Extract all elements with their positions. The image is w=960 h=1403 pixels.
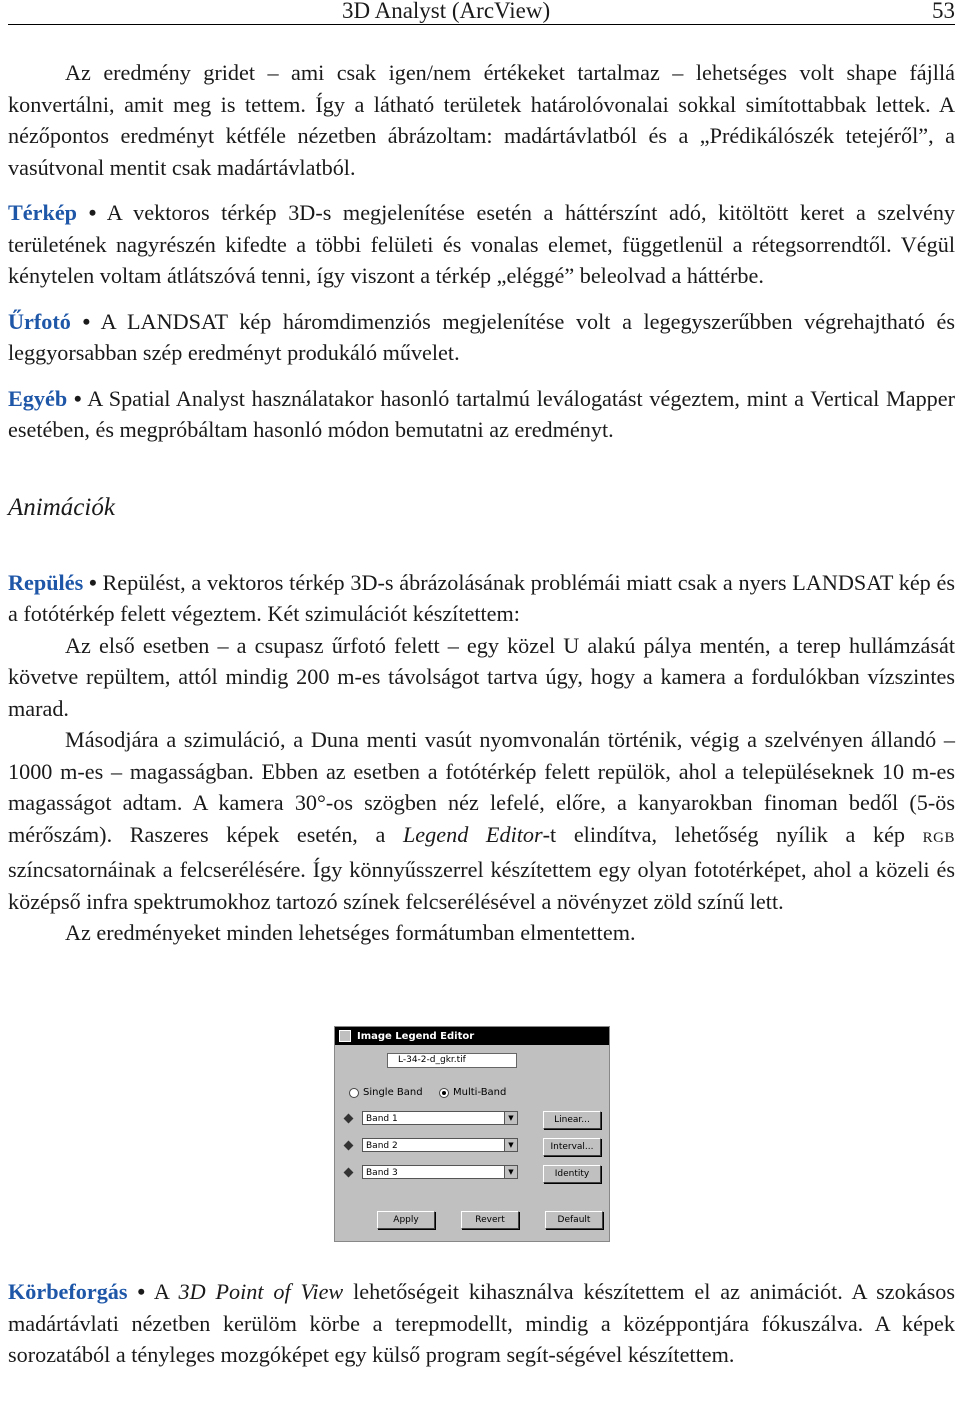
text-run: Másodjára a szimuláció, a Duna menti vasút nyomvonalán történik, végig a szelvényen állandó – 1000 m-es – magasságban. Ebben az esetben a fotótérkép felett repülök, ahol a településeknek 10 m-es magasságot adtam. A kamera 30°-os szögben néz lefelé, előre, a kanyarokban finoman bedől (5-ös mérőszám). Raszeres képek esetén, a — [8, 727, 955, 847]
rgb-term: RGB — [922, 829, 955, 846]
linear-button[interactable]: Linear... — [543, 1111, 601, 1129]
header-title: 3D Analyst (ArcView) — [342, 0, 551, 23]
bullet-icon: • — [73, 385, 82, 411]
band-3-select[interactable] — [362, 1165, 518, 1179]
band-diamond-icon — [344, 1113, 354, 1123]
radio-single-band-label: Single Band — [363, 1087, 423, 1098]
radio-multi-band[interactable] — [439, 1087, 506, 1098]
chevron-down-icon[interactable]: ▼ — [504, 1112, 517, 1124]
point-of-view-term: 3D Point of View — [178, 1279, 344, 1304]
radio-multi-band-dot[interactable] — [439, 1088, 449, 1098]
image-legend-editor-dialog — [334, 1026, 610, 1242]
apply-button[interactable]: Apply — [377, 1211, 435, 1229]
filename-field: L-34-2-d_gkr.tif — [387, 1053, 517, 1068]
window-menu-icon[interactable] — [339, 1030, 351, 1042]
paragraph-terkep — [8, 197, 955, 292]
page-number: 53 — [932, 0, 955, 23]
bullet-icon: • — [82, 308, 91, 334]
text-run: A — [153, 1279, 169, 1304]
radio-multi-band-label: Multi-Band — [453, 1087, 507, 1098]
page-header — [8, 0, 955, 25]
radio-single-band[interactable] — [349, 1087, 423, 1098]
paragraph-second-flight — [8, 724, 955, 917]
paragraph-repules — [8, 567, 955, 630]
band-row-3 — [345, 1165, 518, 1179]
revert-button[interactable]: Revert — [461, 1211, 519, 1229]
section-heading-animaciok: Animációk — [8, 493, 115, 521]
term-repules: Repülés — [8, 569, 84, 595]
band-1-select[interactable] — [362, 1111, 518, 1125]
chevron-down-icon[interactable]: ▼ — [504, 1139, 517, 1151]
legend-editor-term: Legend Editor — [402, 821, 543, 847]
term-terkep: Térkép — [8, 200, 78, 225]
paragraph-korbeforgas — [8, 1276, 955, 1371]
paragraph-text: Repülést, a vektoros térkép 3D-s ábrázolásának problémái miatt csak a nyers LANDSAT kép és a fotótérkép felett végeztem. Két szimulációt készítettem: — [8, 569, 955, 626]
default-button[interactable]: Default — [545, 1211, 603, 1229]
paragraph-egyeb — [8, 383, 955, 446]
text-run: -t elindítva, lehetőség nyílik a kép — [542, 821, 906, 847]
paragraph-text: A vektoros térkép 3D-s megjelenítése esetén a háttérszínt adó, kitöltött keret a szelvény területének nagyrészén kifedte a többi felületi és vonalas elemet, függetlenül a rétegsorrendtől. Végül kénytelen voltam átlátszóvá tenni, így viszont a térkép „eléggé” beleolvad a háttérbe. — [8, 200, 956, 288]
dialog-title: Image Legend Editor — [357, 1030, 475, 1042]
paragraph-urfoto — [8, 306, 955, 369]
radio-single-band-dot[interactable] — [349, 1088, 359, 1098]
bullet-icon: • — [137, 1279, 146, 1304]
bullet-icon: • — [88, 200, 97, 225]
term-urfoto: Űrfotó — [8, 308, 71, 334]
band-2-select[interactable] — [362, 1138, 518, 1152]
bullet-icon: • — [88, 569, 97, 595]
paragraph-first-flight: Az első esetben – a csupasz űrfotó felett – egy közel U alakú pálya mentén, a terep hullámzását követve repültem, attól mindig 200 m-es távolságot tartva úgy, hogy a kamera a fordulókban vízszintes marad. — [8, 632, 955, 721]
dialog-titlebar — [335, 1027, 609, 1045]
paragraph-saved: Az eredményeket minden lehetséges formátumban elmentettem. — [65, 920, 636, 945]
identity-button[interactable]: Identity — [543, 1165, 601, 1183]
paragraph-text: A Spatial Analyst használatakor hasonló tartalmú leválogatást végeztem, mint a Vertical Mapper esetében, és megpróbáltam hasonló módon bemutatni az eredményt. — [8, 385, 956, 442]
text-run: színcsatornáinak a felcserélésére. Így könnyűsszerrel készítettem egy olyan fototérképet, ahol a közeli és középső infra spektrumokhoz tartozó színek felcserélésével a növényzet zöld színű lett. — [8, 857, 955, 914]
band-3-value: Band 3 — [366, 1168, 398, 1178]
band-1-value: Band 1 — [366, 1114, 398, 1124]
band-diamond-icon — [344, 1140, 354, 1150]
paragraph-text: A LANDSAT kép háromdimenziós megjelenítése volt a legegyszerűbben végrehajtható és leggyorsabban szép eredményt produkáló művelet. — [8, 308, 956, 365]
term-korbeforgas: Körbeforgás — [8, 1279, 128, 1304]
interval-button[interactable]: Interval... — [543, 1138, 601, 1156]
paragraph-intro: Az eredmény gridet – ami csak igen/nem értékeket tartalmaz – lehetséges volt shape fájllá konvertálni, amit meg is tettem. Így a látható területek határolóvonalai sokkal simítottabbak lettek. A nézőpontos eredményt kétféle nézetben ábrázoltam: madártávlatból és a „Prédikálószék tetejéről”, a vasútvonal mentit csak madártávlatból. — [8, 60, 955, 180]
band-2-value: Band 2 — [366, 1141, 398, 1151]
term-egyeb: Egyéb — [8, 385, 68, 411]
chevron-down-icon[interactable]: ▼ — [504, 1166, 517, 1178]
band-diamond-icon — [344, 1167, 354, 1177]
band-row-2 — [345, 1138, 518, 1152]
band-row-1 — [345, 1111, 518, 1125]
text-run: lehetőségeit kihasználva készítettem el az animációt. A szokásos madártávlati nézetben kerülöm körbe a terepmodellt, mindig a középpontjára fókuszálva. A képek sorozatából a tényleges mozgóképet egy külső program segít-ségével készítettem. — [8, 1279, 956, 1367]
